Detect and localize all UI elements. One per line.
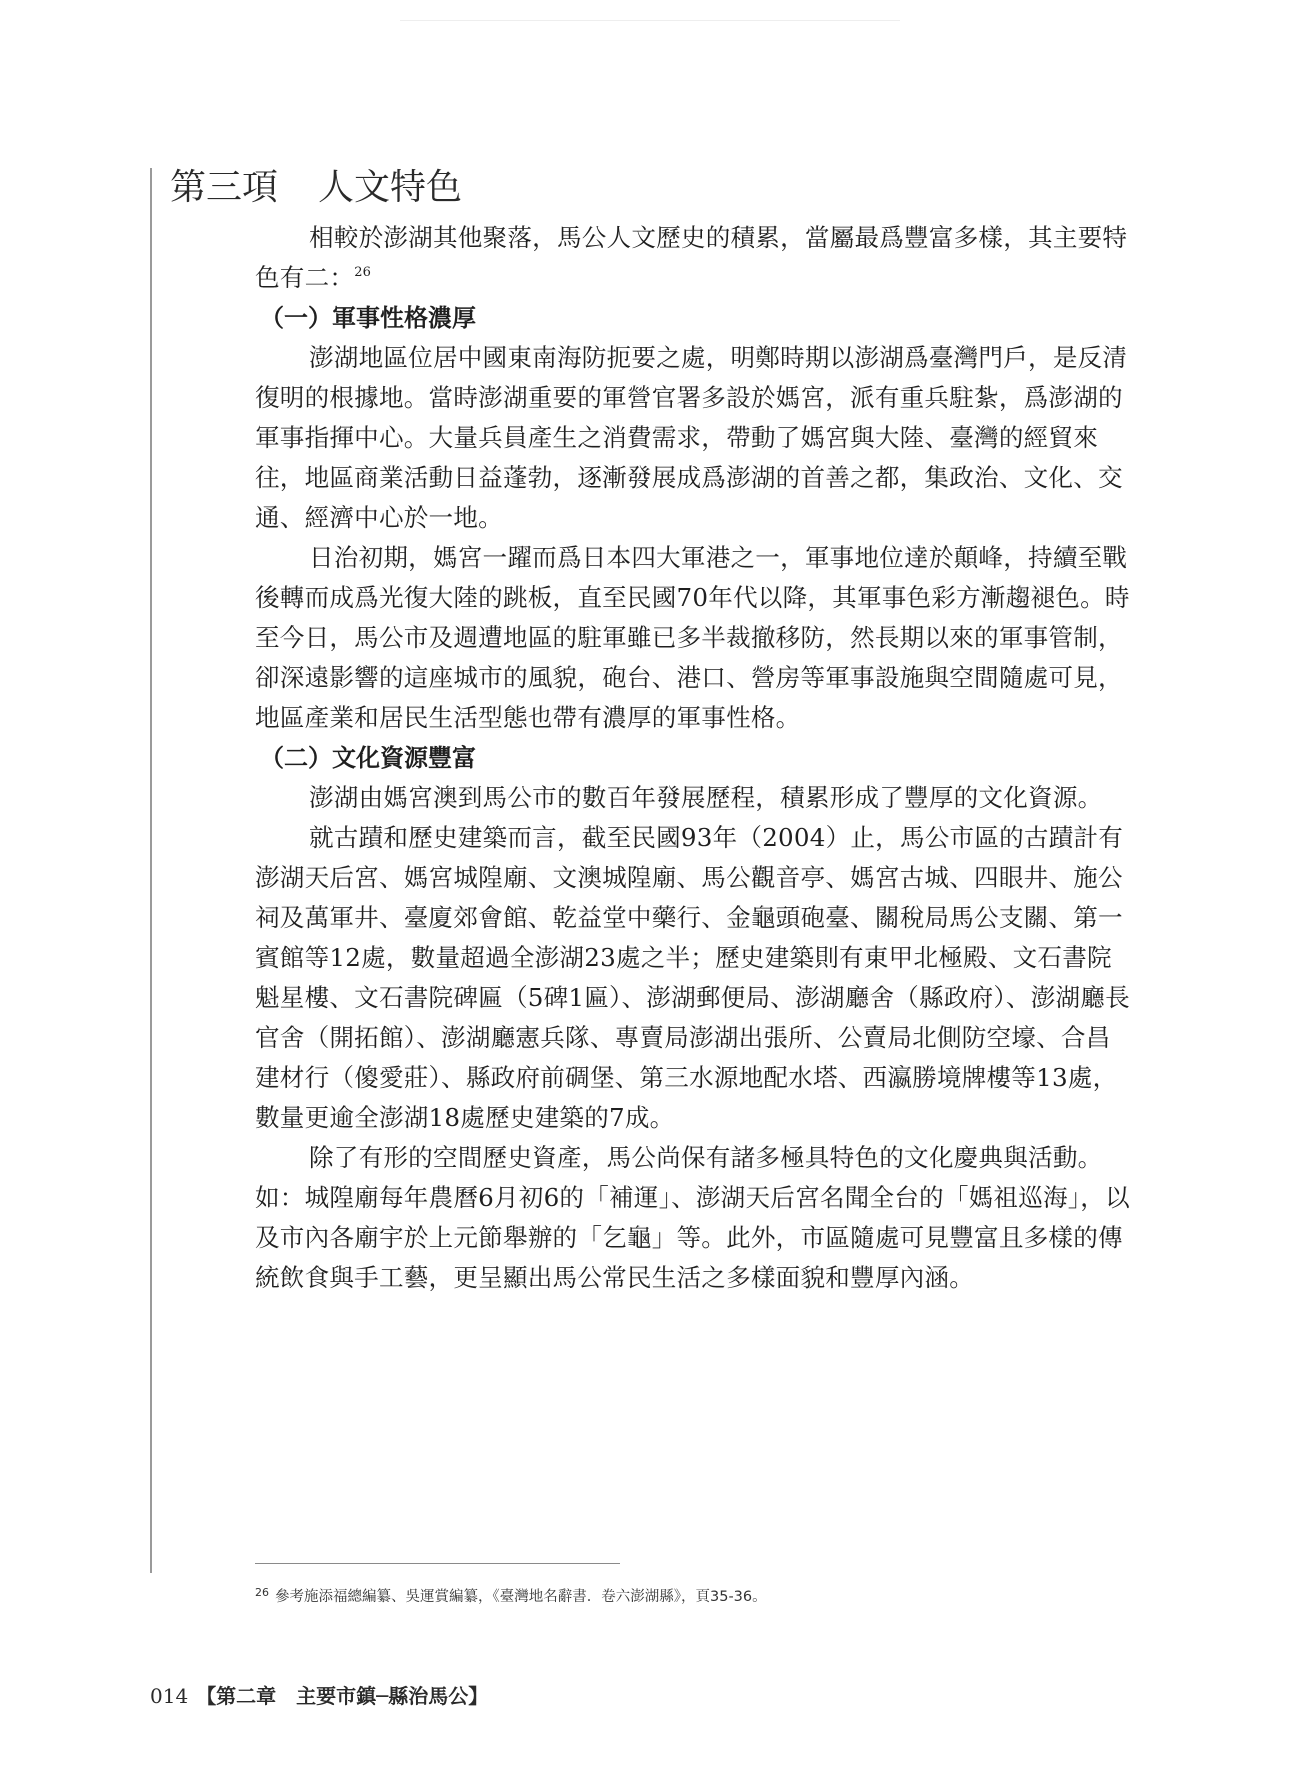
subsection-2-paragraph: 就古蹟和歷史建築而言，截至民國93年（2004）止，馬公市區的古蹟計有澎湖天后宮、媽宮城隍廟、文澳城隍廟、馬公觀音亭、媽宮古城、四眼井、施公祠及萬軍井、臺廈郊會館、乾益堂中藥行、金龜頭砲臺、關稅局馬公支關、第一賓館等12處，數量超過全澎湖23處之半；歷史建築則有東甲北極殿、文石書院魁星樓、文石書院碑匾（5碑1匾）、澎湖郵便局、澎湖廳舍（縣政府）、澎湖廳長官舍（開拓館）、澎湖廳憲兵隊、專賣局澎湖出張所、公賣局北側防空壕、合昌建材行（傻愛莊）、縣政府前碉堡、第三水源地配水塔、西瀛勝境牌樓等13處，數量更逾全澎湖18處歷史建築的7成。 — [255, 823, 1130, 1132]
section-heading — [170, 166, 462, 210]
subsection-1-paragraph: 日治初期，媽宮一躍而爲日本四大軍港之一，軍事地位達於顛峰，持續至戰後轉而成爲光復大陸的跳板，直至民國70年代以降，其軍事色彩方漸趨褪色。時至今日，馬公市及週遭地區的駐軍雖已多半裁撤移防，然長期以來的軍事管制，卻深遠影響的這座城市的風貌，砲台、港口、營房等軍事設施與空間隨處可見，地區產業和居民生活型態也帶有濃厚的軍事性格。 — [255, 543, 1130, 732]
page-footer — [150, 1680, 488, 1709]
subsection-1-title: （一）軍事性格濃厚 — [260, 303, 476, 332]
subsection-2-title: （二）文化資源豐富 — [260, 743, 476, 772]
margin-rule — [150, 168, 152, 1573]
top-rule — [400, 20, 900, 21]
footnote-ref: 26 — [354, 265, 372, 280]
intro-text: 相較於澎湖其他聚落，馬公人文歷史的積累，當屬最爲豐富多樣，其主要特色有二： — [255, 223, 1128, 292]
body-text — [255, 218, 1135, 1298]
section-title: 人文特色 — [318, 167, 463, 208]
running-chapter-title: 【第二章 主要市鎮─縣治馬公】 — [196, 1684, 489, 1708]
section-label: 第三項 — [170, 167, 279, 208]
subsection-2-paragraph: 除了有形的空間歷史資產，馬公尚保有諸多極具特色的文化慶典與活動。如：城隍廟每年農曆6月初6的「補運」、澎湖天后宮名聞全台的「媽祖巡海」，以及市內各廟宇於上元節舉辦的「乞龜」等。此外，市區隨處可見豐富且多樣的傳統飲食與手工藝，更呈顯出馬公常民生活之多樣面貌和豐厚內涵。 — [255, 1143, 1130, 1292]
page-number: 014 — [150, 1684, 189, 1708]
subsection-1-paragraph: 澎湖地區位居中國東南海防扼要之處，明鄭時期以澎湖爲臺灣門戶，是反清復明的根據地。當時澎湖重要的軍營官署多設於媽宮，派有重兵駐紮，爲澎湖的軍事指揮中心。大量兵員產生之消費需求，帶動了媽宮與大陸、臺灣的經貿來往，地區商業活動日益蓬勃，逐漸發展成爲澎湖的首善之都，集政治、文化、交通、經濟中心於一地。 — [255, 343, 1128, 532]
footnote-text: 參考施添福總編纂、吳運賞編纂，《臺灣地名辭書．卷六澎湖縣》，頁35-36。 — [275, 1589, 767, 1605]
footnote-divider — [255, 1563, 620, 1564]
intro-paragraph — [255, 218, 1135, 298]
footnote — [255, 1585, 1155, 1606]
subsection-2-paragraph: 澎湖由媽宮澳到馬公市的數百年發展歷程，積累形成了豐厚的文化資源。 — [309, 783, 1103, 812]
footnote-number: 26 — [255, 1586, 269, 1599]
